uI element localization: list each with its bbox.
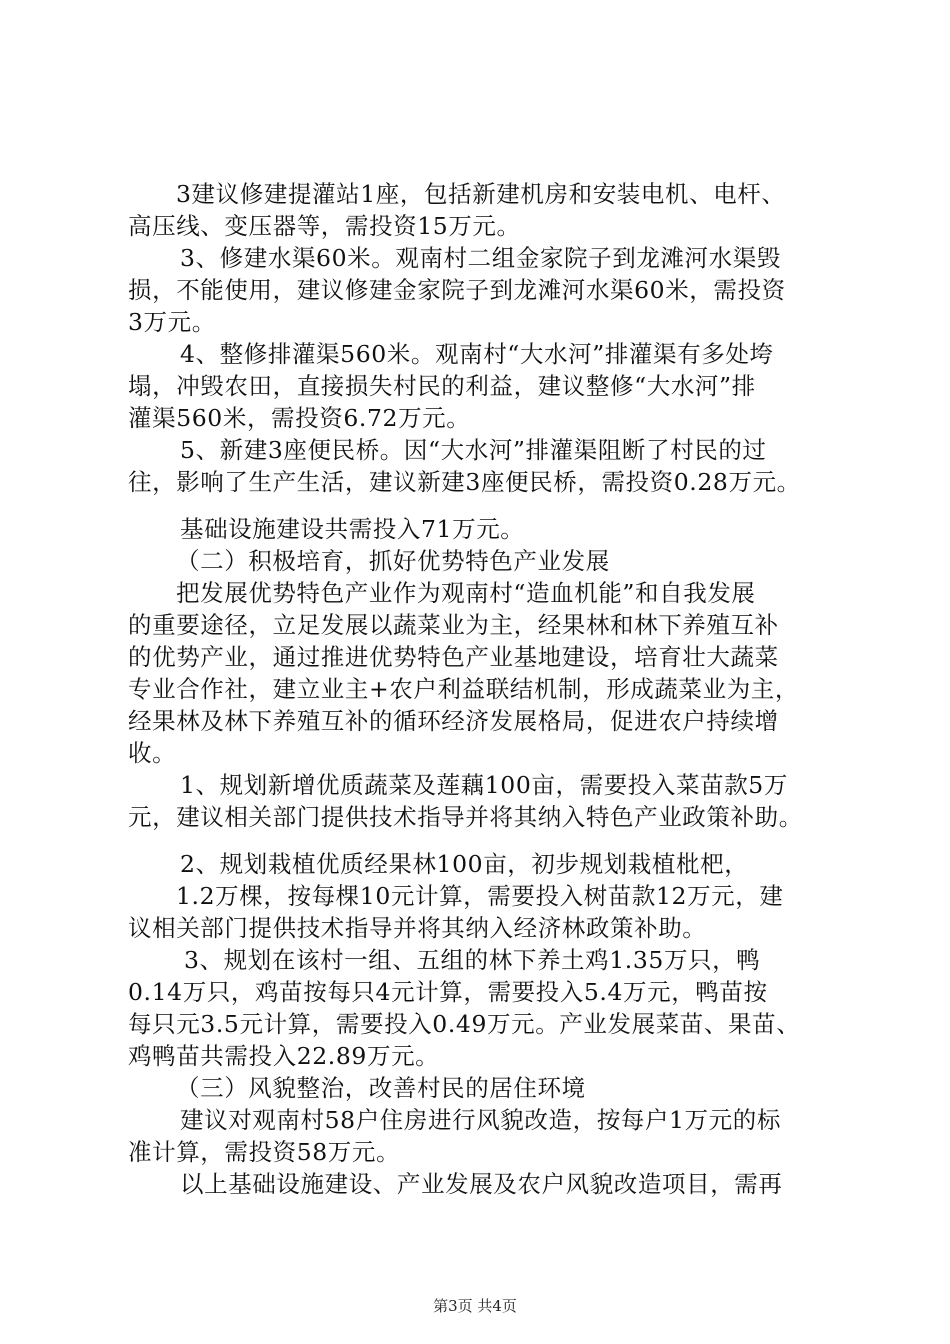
text-line: 3、规划在该村一组、五组的林下养土鸡1.35万只，鸭 xyxy=(184,946,761,974)
text-line: 损，不能使用，建议修建金家院子到龙滩河水渠60米，需投资 xyxy=(128,276,786,304)
text-line: 高压线、变压器等，需投资15万元。 xyxy=(128,212,521,240)
text-line: 3万元。 xyxy=(128,308,216,336)
document-body xyxy=(128,178,838,1200)
text-line: 的重要途径，立足发展以蔬菜业为主，经果林和林下养殖互补 xyxy=(128,611,779,639)
text-line: 0.14万只，鸡苗按每只4元计算，需要投入5.4万元，鸭苗按 xyxy=(128,978,768,1006)
text-line: 2、规划栽植优质经果林100亩，初步规划栽植枇杷， xyxy=(180,850,749,878)
text-line: 建议对观南村58户住房进行风貌改造，按每户1万元的标 xyxy=(180,1106,781,1134)
text-line: 3建议修建提灌站1座，包括新建机房和安装电机、电杆、 xyxy=(176,180,786,208)
text-line: 议相关部门提供技术指导并将其纳入经济林政策补助。 xyxy=(128,914,707,942)
text-line: 把发展优势特色产业作为观南村“造血机能”和自我发展 xyxy=(176,579,756,607)
text-line: 经果林及林下养殖互补的循环经济发展格局，促进农户持续增 xyxy=(128,707,779,735)
paragraph-gap xyxy=(128,498,838,513)
page-number-footer: 第3页 共4页 xyxy=(433,1297,517,1315)
text-line: 1、规划新增优质蔬菜及莲藕100亩，需要投入菜苗款5万 xyxy=(180,771,788,799)
text-line: 收。 xyxy=(128,739,177,767)
text-line: 每只元3.5元计算，需要投入0.49万元。产业发展菜苗、果苗、 xyxy=(128,1010,801,1038)
text-line: 专业合作社，建立业主+农户利益联结机制，形成蔬菜业为主， xyxy=(128,675,799,703)
text-line: 3、修建水渠60米。观南村二组金家院子到龙滩河水渠毁 xyxy=(180,244,781,272)
section-heading: （二）积极培育，抓好优势特色产业发展 xyxy=(176,547,610,575)
text-line: 灌渠560米，需投资6.72万元。 xyxy=(128,404,471,432)
text-line: 元，建议相关部门提供技术指导并将其纳入特色产业政策补助。 xyxy=(128,803,803,831)
text-line: 塌，冲毁农田，直接损失村民的利益，建议整修“大水河”排 xyxy=(128,372,756,400)
text-line: 的优势产业，通过推进优势特色产业基地建设，培育壮大蔬菜 xyxy=(128,643,779,671)
text-line: 4、整修排灌渠560米。观南村“大水河”排灌渠有多处垮 xyxy=(180,340,774,368)
text-line: 往，影响了生产生活，建议新建3座便民桥，需投资0.28万元。 xyxy=(128,468,801,496)
paragraph-gap xyxy=(128,833,838,848)
section-heading: （三）风貌整治，改善村民的居住环境 xyxy=(176,1074,586,1102)
text-line: 基础设施建设共需投入71万元。 xyxy=(180,515,525,543)
text-line: 1.2万棵，按每棵10元计算，需要投入树苗款12万元，建 xyxy=(176,882,784,910)
text-line: 准计算，需投资58万元。 xyxy=(128,1138,401,1166)
text-line: 鸡鸭苗共需投入22.89万元。 xyxy=(128,1042,440,1070)
text-line: 5、新建3座便民桥。因“大水河”排灌渠阻断了村民的过 xyxy=(180,436,767,464)
text-line: 以上基础设施建设、产业发展及农户风貌改造项目，需再 xyxy=(180,1170,783,1198)
